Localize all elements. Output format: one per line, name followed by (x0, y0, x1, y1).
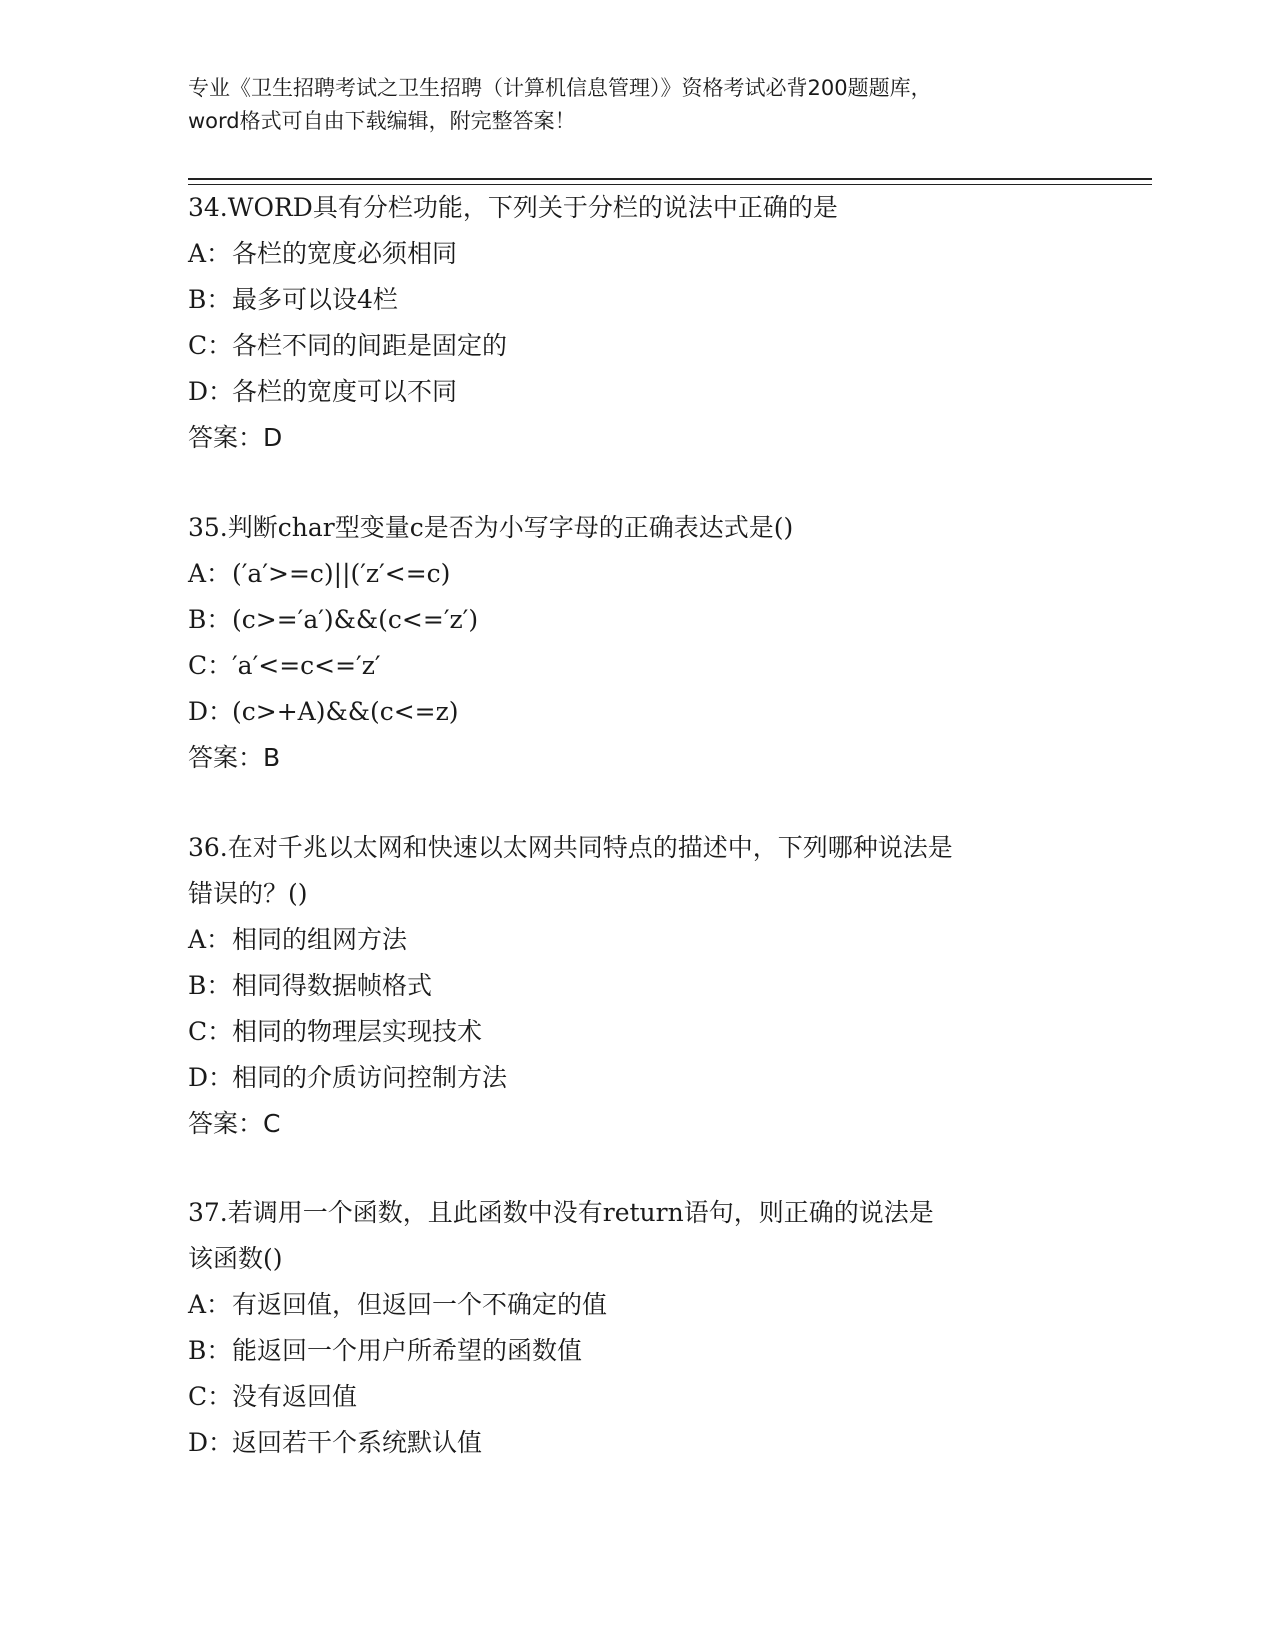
header-line-1: 专业《卫生招聘考试之卫生招聘（计算机信息管理）》资格考试必背200题题库， (188, 76, 932, 100)
option-a (188, 917, 1088, 963)
option-letter: C： (188, 651, 233, 680)
option-letter: C： (188, 331, 233, 360)
option-c (188, 323, 1088, 369)
option-text: 相同的组网方法 (232, 925, 408, 954)
header-divider-thick (188, 178, 1152, 180)
option-b (188, 277, 1088, 323)
option-letter: C： (188, 1382, 233, 1411)
question-stem-continued: 错误的？() (188, 879, 308, 908)
option-text: 有返回值，但返回一个不确定的值 (232, 1290, 608, 1319)
option-text: ′a′<=c<=′z′ (232, 651, 381, 680)
option-text: (′a′>=c)||(′z′<=c) (232, 559, 451, 588)
option-text: 各栏不同的间距是固定的 (232, 331, 508, 360)
option-text: 返回若干个系统默认值 (232, 1428, 483, 1457)
option-text: 相同的介质访问控制方法 (232, 1063, 508, 1092)
option-text: 最多可以设4栏 (232, 285, 398, 314)
question-36 (188, 825, 1088, 1147)
option-letter: B： (188, 605, 232, 634)
option-letter: A： (188, 239, 232, 268)
option-letter: B： (188, 971, 232, 1000)
header-line-2: word格式可自由下载编辑，附完整答案！ (188, 109, 576, 133)
question-stem: 35.判断char型变量c是否为小写字母的正确表达式是() (188, 513, 794, 542)
option-b (188, 1328, 1088, 1374)
option-c (188, 1374, 1088, 1420)
question-stem: 37.若调用一个函数，且此函数中没有return语句，则正确的说法是 (188, 1198, 934, 1227)
option-letter: A： (188, 925, 232, 954)
option-text: 各栏的宽度必须相同 (232, 239, 458, 268)
option-text: 各栏的宽度可以不同 (232, 377, 458, 406)
question-37 (188, 1190, 1088, 1466)
option-letter: D： (188, 697, 234, 726)
document-header (188, 72, 1108, 138)
question-34 (188, 185, 1088, 461)
option-text: (c>+A)&&(c<=z) (232, 697, 459, 726)
option-d (188, 1055, 1088, 1101)
option-text: 没有返回值 (232, 1382, 358, 1411)
option-letter: A： (188, 1290, 232, 1319)
option-letter: D： (188, 1063, 234, 1092)
question-stem: 34.WORD具有分栏功能，下列关于分栏的说法中正确的是 (188, 193, 838, 222)
option-letter: D： (188, 377, 234, 406)
option-a (188, 1282, 1088, 1328)
option-letter: C： (188, 1017, 233, 1046)
option-d (188, 1420, 1088, 1466)
option-letter: B： (188, 1336, 232, 1365)
option-a (188, 551, 1088, 597)
option-c (188, 643, 1088, 689)
question-stem-continued: 该函数() (188, 1244, 283, 1273)
question-35 (188, 505, 1088, 781)
option-letter: B： (188, 285, 232, 314)
answer-label: 答案：B (188, 743, 281, 772)
option-a (188, 231, 1088, 277)
answer-label: 答案：D (188, 423, 283, 452)
answer-label: 答案：C (188, 1109, 281, 1138)
option-letter: D： (188, 1428, 234, 1457)
option-text: (c>=′a′)&&(c<=′z′) (232, 605, 479, 634)
option-c (188, 1009, 1088, 1055)
option-letter: A： (188, 559, 232, 588)
option-d (188, 369, 1088, 415)
option-text: 相同得数据帧格式 (232, 971, 433, 1000)
question-stem: 36.在对千兆以太网和快速以太网共同特点的描述中，下列哪种说法是 (188, 833, 953, 862)
option-text: 能返回一个用户所希望的函数值 (232, 1336, 583, 1365)
option-b (188, 597, 1088, 643)
option-d (188, 689, 1088, 735)
option-text: 相同的物理层实现技术 (232, 1017, 483, 1046)
option-b (188, 963, 1088, 1009)
